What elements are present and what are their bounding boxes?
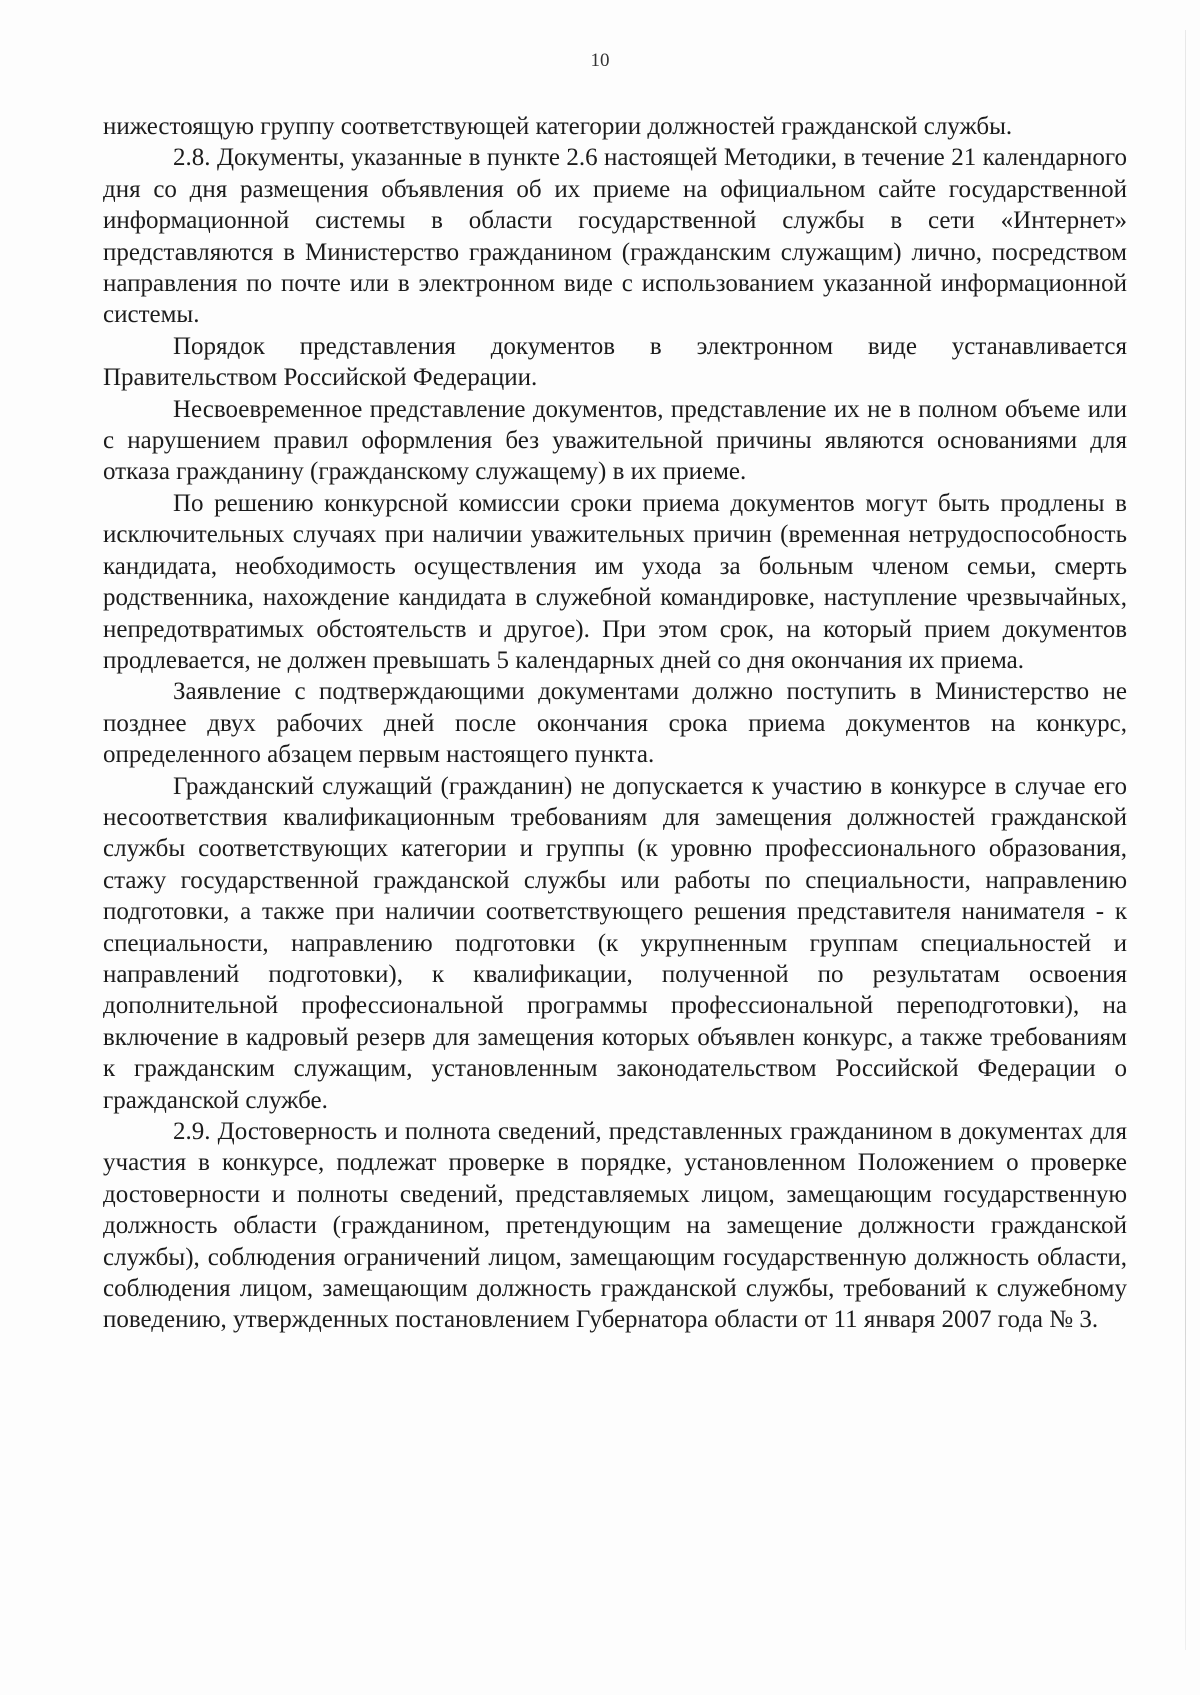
paragraph-admission-refusal: Гражданский служащий (гражданин) не допускается к участию в конкурсе в случае его несоответствия квалификационным требованиям для замещения должностей гражданской службы соответствующих категории и группы (к уровню профессионального образования, стажу государственной гражданской службы или работы по специальности, направлению подготовки, а также при наличии соответствующего решения представителя нанимателя - к специальности, направлению подготовки (к укрупненным группам специальностей и направлений подготовки), к квалификации, полученной по результатам освоения дополнительной профессиональной программы профессиональной переподготовки), на включение в кадровый резерв для замещения которых объявлен конкурс, а также требованиям к гражданским служащим, установленным законодательством Российской Федерации о гражданской службе.: [103, 772, 1127, 1114]
paragraph-continuation: нижестоящую группу соответствующей категории должностей гражданской службы.: [103, 113, 1013, 140]
paragraph-untimely-submission: Несвоевременное представление документов, представление их не в полном объеме или с нарушением правил оформления без уважительной причины являются основаниями для отказа гражданину (гражданскому служащему) в их приеме.: [103, 395, 1127, 486]
paragraph-2-8: 2.8. Документы, указанные в пункте 2.6 настоящей Методики, в течение 21 календарного дня со дня размещения объявления об их приеме на официальном сайте государственной информационной системы в области государственной службы в сети «Интернет» представляются в Министерство гражданином (гражданским служащим) лично, посредством направления по почте или в электронном виде с использованием указанной информационной системы.: [103, 144, 1127, 329]
paragraph-deadline-extension: По решению конкурсной комиссии сроки приема документов могут быть продлены в исключительных случаях при наличии уважительных причин (временная нетрудоспособность кандидата, необходимость осуществления им ухода за больным членом семьи, смерть родственника, нахождение кандидата в служебной командировке, наступление чрезвычайных, непредотвратимых обстоятельств и другое). При этом срок, на который прием документов продлевается, не должен превышать 5 календарных дней со дня окончания их приема.: [103, 489, 1127, 674]
paragraph-2-9: 2.9. Достоверность и полнота сведений, представленных гражданином в документах для участия в конкурсе, подлежат проверке в порядке, установленном Положением о проверке достоверности и полноты сведений, представляемых лицом, замещающим государственную должность области (гражданином, претендующим на замещение должности гражданской службы), соблюдения ограничений лицом, замещающим государственную должность области, соблюдения лицом, замещающим должность гражданской службы, требований к служебному поведению, утвержденных постановлением Губернатора области от 11 января 2007 года № 3.: [103, 1118, 1127, 1334]
paragraph-electronic-procedure: Порядок представления документов в электронном виде устанавливается Правительством Российской Федерации.: [103, 332, 1127, 392]
scan-edge-line: [1185, 30, 1186, 1650]
page-number: 10: [590, 50, 610, 71]
paragraph-application-deadline: Заявление с подтверждающими документами должно поступить в Министерство не позднее двух рабочих дней после окончания срока приема документов на конкурс, определенного абзацем первым настоящего пункта.: [103, 678, 1127, 769]
document-body: [103, 111, 1127, 1336]
